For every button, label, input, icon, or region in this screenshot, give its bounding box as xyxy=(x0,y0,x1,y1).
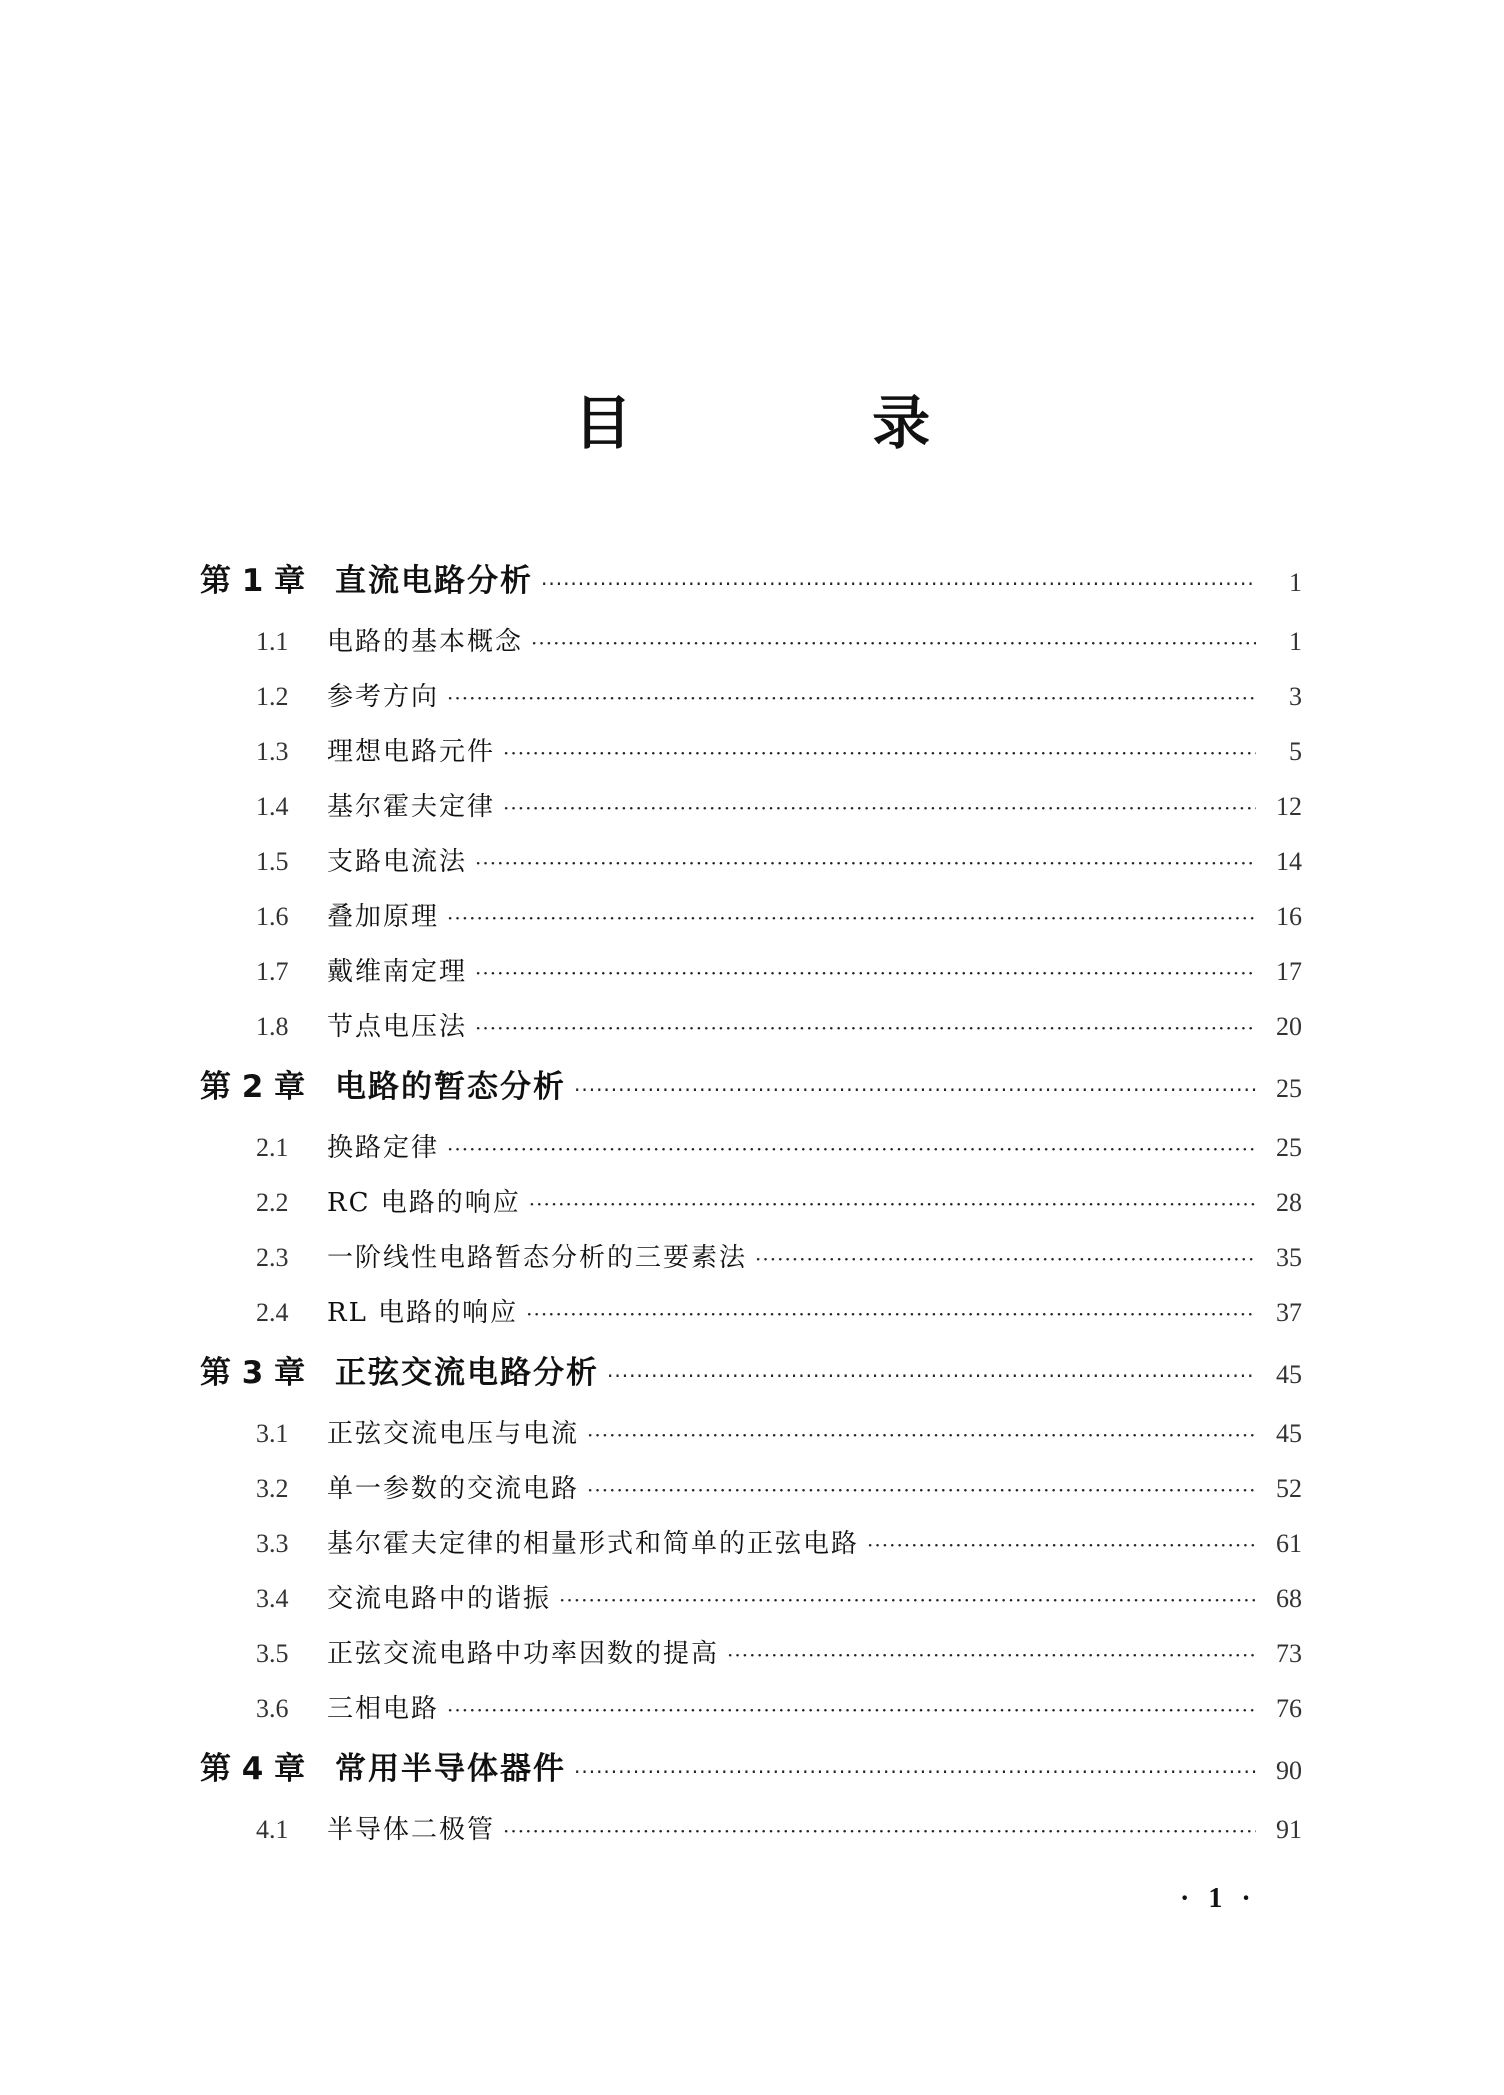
dot-leader xyxy=(587,1423,1256,1447)
page-ref: 25 xyxy=(1276,1074,1302,1103)
section-title: 叠加原理 xyxy=(327,902,440,932)
chapter-number: 第 1 章 xyxy=(200,563,306,599)
toc-section-entry xyxy=(200,896,1302,951)
page-ref: 35 xyxy=(1276,1243,1302,1272)
page-ref: 61 xyxy=(1276,1529,1302,1558)
toc-chapter-entry xyxy=(200,1061,1302,1127)
section-title: 电路的基本概念 xyxy=(327,627,524,657)
dot-leader xyxy=(447,1698,1256,1722)
toc-section-entry xyxy=(200,731,1302,786)
section-title: 基尔霍夫定律 xyxy=(327,792,496,822)
dot-leader xyxy=(503,796,1256,820)
page-ref: 25 xyxy=(1276,1133,1302,1162)
section-number: 3.4 xyxy=(256,1584,289,1613)
section-number: 4.1 xyxy=(256,1815,289,1844)
dot-leader xyxy=(727,1643,1256,1667)
dot-leader xyxy=(475,961,1256,985)
dot-leader xyxy=(526,1302,1256,1326)
page-title: 目 录 xyxy=(573,389,1041,457)
toc-section-entry xyxy=(200,841,1302,896)
dot-leader xyxy=(475,851,1256,875)
dot-leader xyxy=(503,741,1256,765)
toc-chapter-entry xyxy=(200,1347,1302,1413)
section-number: 3.3 xyxy=(256,1529,289,1558)
toc-section-entry xyxy=(200,1413,1302,1468)
toc-section-entry xyxy=(200,676,1302,731)
page-ref: 1 xyxy=(1289,627,1302,656)
section-title: 半导体二极管 xyxy=(327,1815,496,1845)
section-number: 2.2 xyxy=(256,1188,289,1217)
page-ref: 37 xyxy=(1276,1298,1302,1327)
page-ref: 91 xyxy=(1276,1815,1302,1844)
dot-leader xyxy=(475,1016,1256,1040)
section-number: 2.1 xyxy=(256,1133,289,1162)
page-ref: 45 xyxy=(1276,1360,1302,1389)
section-number: 3.1 xyxy=(256,1419,289,1448)
toc-section-entry xyxy=(200,1809,1302,1864)
table-of-contents xyxy=(200,555,1302,1864)
dot-leader xyxy=(529,1192,1256,1216)
section-title: 三相电路 xyxy=(327,1694,440,1724)
section-number: 1.2 xyxy=(256,682,289,711)
chapter-number: 第 4 章 xyxy=(200,1751,306,1787)
section-title: 理想电路元件 xyxy=(327,737,496,767)
dot-leader xyxy=(587,1478,1256,1502)
chapter-title: 电路的暂态分析 xyxy=(335,1069,566,1105)
section-title: 正弦交流电压与电流 xyxy=(327,1419,580,1449)
dot-leader xyxy=(755,1247,1256,1271)
page-ref: 5 xyxy=(1289,737,1302,766)
chapter-number: 第 3 章 xyxy=(200,1355,306,1391)
toc-section-entry xyxy=(200,1237,1302,1292)
dot-leader xyxy=(503,1819,1256,1843)
toc-section-entry xyxy=(200,1182,1302,1237)
toc-section-entry xyxy=(200,621,1302,676)
dot-leader xyxy=(607,1364,1256,1388)
page-ref: 90 xyxy=(1276,1756,1302,1785)
page-ref: 16 xyxy=(1276,902,1302,931)
page-ref: 28 xyxy=(1276,1188,1302,1217)
section-title: 戴维南定理 xyxy=(327,957,468,987)
section-number: 1.4 xyxy=(256,792,289,821)
section-number: 1.1 xyxy=(256,627,289,656)
chapter-title: 正弦交流电路分析 xyxy=(335,1355,599,1391)
toc-section-entry xyxy=(200,1578,1302,1633)
section-number: 3.2 xyxy=(256,1474,289,1503)
toc-chapter-entry xyxy=(200,555,1302,621)
dot-leader xyxy=(447,1137,1256,1161)
page-ref: 73 xyxy=(1276,1639,1302,1668)
page-number: · 1 · xyxy=(1180,1883,1257,1914)
toc-section-entry xyxy=(200,1633,1302,1688)
toc-section-entry xyxy=(200,951,1302,1006)
section-number: 1.3 xyxy=(256,737,289,766)
toc-section-entry xyxy=(200,1292,1302,1347)
section-title: 单一参数的交流电路 xyxy=(327,1474,580,1504)
chapter-title: 直流电路分析 xyxy=(335,563,533,599)
section-title: 一阶线性电路暂态分析的三要素法 xyxy=(327,1243,748,1273)
section-title: 参考方向 xyxy=(327,682,440,712)
section-title: 基尔霍夫定律的相量形式和简单的正弦电路 xyxy=(327,1529,860,1559)
page-ref: 20 xyxy=(1276,1012,1302,1041)
toc-chapter-entry xyxy=(200,1743,1302,1809)
toc-section-entry xyxy=(200,1468,1302,1523)
section-title: 支路电流法 xyxy=(327,847,468,877)
page-ref: 52 xyxy=(1276,1474,1302,1503)
dot-leader xyxy=(541,572,1256,596)
toc-section-entry xyxy=(200,1688,1302,1743)
page-ref: 68 xyxy=(1276,1584,1302,1613)
section-title: 正弦交流电路中功率因数的提高 xyxy=(327,1639,720,1669)
section-number: 3.6 xyxy=(256,1694,289,1723)
dot-leader xyxy=(447,906,1256,930)
section-title: RL 电路的响应 xyxy=(327,1298,519,1328)
section-title: 节点电压法 xyxy=(327,1012,468,1042)
section-number: 1.6 xyxy=(256,902,289,931)
section-number: 1.5 xyxy=(256,847,289,876)
page-ref: 3 xyxy=(1289,682,1302,711)
section-number: 2.4 xyxy=(256,1298,289,1327)
chapter-title: 常用半导体器件 xyxy=(335,1751,566,1787)
section-number: 1.8 xyxy=(256,1012,289,1041)
section-number: 1.7 xyxy=(256,957,289,986)
chapter-number: 第 2 章 xyxy=(200,1069,306,1105)
dot-leader xyxy=(559,1588,1256,1612)
page-ref: 14 xyxy=(1276,847,1302,876)
page-ref: 45 xyxy=(1276,1419,1302,1448)
toc-section-entry xyxy=(200,786,1302,841)
section-title: 换路定律 xyxy=(327,1133,440,1163)
page-ref: 76 xyxy=(1276,1694,1302,1723)
section-number: 3.5 xyxy=(256,1639,289,1668)
page-ref: 17 xyxy=(1276,957,1302,986)
page-ref: 12 xyxy=(1276,792,1302,821)
toc-section-entry xyxy=(200,1006,1302,1061)
dot-leader xyxy=(574,1078,1256,1102)
toc-section-entry xyxy=(200,1523,1302,1578)
dot-leader xyxy=(574,1760,1256,1784)
section-number: 2.3 xyxy=(256,1243,289,1272)
dot-leader xyxy=(867,1533,1256,1557)
section-title: RC 电路的响应 xyxy=(327,1188,521,1218)
toc-section-entry xyxy=(200,1127,1302,1182)
dot-leader xyxy=(531,631,1256,655)
section-title: 交流电路中的谐振 xyxy=(327,1584,552,1614)
dot-leader xyxy=(447,686,1256,710)
page-ref: 1 xyxy=(1289,568,1302,597)
